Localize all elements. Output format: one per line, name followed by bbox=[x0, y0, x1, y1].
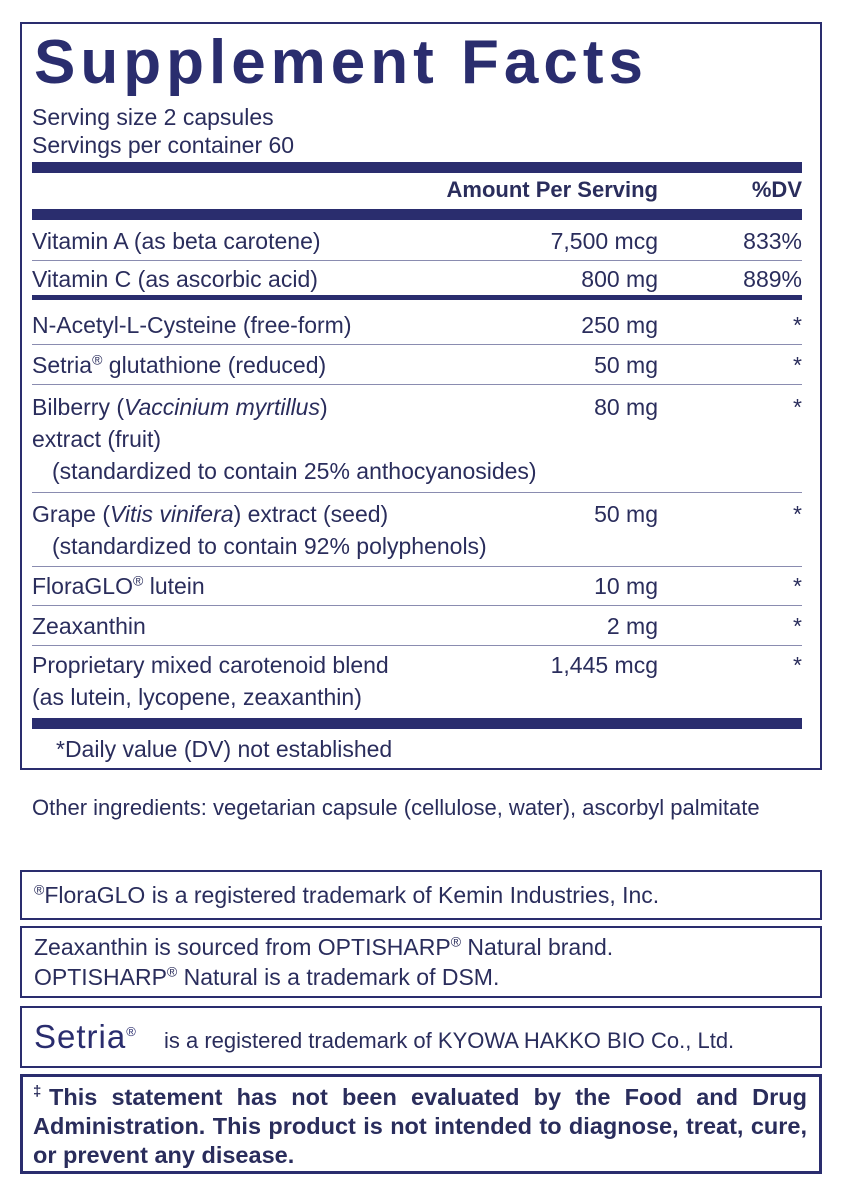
fda-disclaimer-body: This statement has not been evaluated by the Food and Drug Administration. This product is not intended to diagnose, treat, cure, or prevent any disease. bbox=[33, 1084, 807, 1168]
ingredient-dv: * bbox=[793, 573, 802, 599]
divider-thin bbox=[32, 645, 802, 646]
divider-medium bbox=[32, 295, 802, 300]
header-daily-value: %DV bbox=[751, 177, 802, 202]
ingredient-name bbox=[32, 501, 388, 528]
ingredient-name-part: lutein bbox=[143, 573, 205, 599]
divider-thin bbox=[32, 566, 802, 567]
trademark-box-zeaxanthin bbox=[20, 926, 822, 998]
ingredient-dv: * bbox=[793, 394, 802, 420]
supplement-facts-panel bbox=[20, 22, 822, 770]
ingredient-amount: 2 mg bbox=[606, 613, 658, 639]
serving-size: Serving size 2 capsules bbox=[32, 104, 274, 130]
ingredient-name-part: ) extract (seed) bbox=[233, 501, 389, 527]
ingredient-amount: 50 mg bbox=[594, 352, 658, 378]
trademark-text: is a registered trademark of KYOWA HAKKO BIO Co., Ltd. bbox=[164, 1028, 735, 1053]
ingredient-amount: 80 mg bbox=[594, 394, 658, 420]
trademark-text-part: Zeaxanthin is sourced from OPTISHARP bbox=[34, 934, 451, 960]
ingredient-name-part: ) bbox=[319, 394, 328, 420]
trademark-text-part: OPTISHARP bbox=[34, 964, 167, 990]
registered-mark: ® bbox=[132, 572, 144, 589]
ingredient-name-line2: (as lutein, lycopene, zeaxanthin) bbox=[32, 684, 362, 710]
ingredient-amount: 10 mg bbox=[594, 573, 658, 599]
setria-logo-text: Setria bbox=[34, 1018, 127, 1055]
trademark-box-setria bbox=[20, 1006, 822, 1068]
trademark-box-floraglo bbox=[20, 870, 822, 920]
ingredient-name: Vitamin C (as ascorbic acid) bbox=[32, 266, 318, 292]
ingredient-dv: * bbox=[793, 501, 802, 527]
ingredient-amount: 7,500 mcg bbox=[550, 228, 658, 254]
registered-mark: ® bbox=[166, 963, 178, 980]
divider-thin bbox=[32, 605, 802, 606]
fda-disclaimer-text bbox=[33, 1083, 807, 1170]
ingredient-amount: 250 mg bbox=[581, 312, 658, 338]
trademark-text bbox=[34, 882, 659, 909]
ingredient-dv: * bbox=[793, 613, 802, 639]
double-dagger-mark: ‡ bbox=[33, 1083, 49, 1101]
registered-mark: ® bbox=[450, 933, 462, 950]
divider-thin bbox=[32, 384, 802, 385]
ingredient-dv: * bbox=[793, 352, 802, 378]
ingredient-name bbox=[32, 573, 205, 600]
divider-thick bbox=[32, 209, 802, 220]
ingredient-name bbox=[32, 352, 326, 379]
ingredient-name-part: Grape ( bbox=[32, 501, 110, 527]
fda-disclaimer-box bbox=[20, 1074, 822, 1174]
ingredient-name: Vitamin A (as beta carotene) bbox=[32, 228, 321, 254]
botanical-name: Vitis vinifera bbox=[109, 501, 234, 527]
divider-thin bbox=[32, 344, 802, 345]
trademark-text-part: Natural brand. bbox=[461, 934, 614, 960]
servings-per-container: Servings per container 60 bbox=[32, 132, 295, 158]
registered-mark: ® bbox=[92, 351, 103, 368]
ingredient-dv: 833% bbox=[743, 228, 802, 254]
registered-mark: ® bbox=[126, 1024, 137, 1039]
ingredient-name-part: Setria bbox=[32, 352, 93, 378]
ingredient-name bbox=[32, 394, 328, 421]
botanical-name: Vaccinium myrtillus bbox=[124, 394, 320, 420]
trademark-text-part: Natural is a trademark of DSM. bbox=[177, 964, 500, 990]
other-ingredients: Other ingredients: vegetarian capsule (cellulose, water), ascorbyl palmitate bbox=[32, 795, 760, 820]
ingredient-name-part: Bilberry ( bbox=[32, 394, 125, 420]
trademark-text bbox=[34, 964, 499, 991]
ingredient-name: N-Acetyl-L-Cysteine (free-form) bbox=[32, 312, 352, 338]
ingredient-name: Proprietary mixed carotenoid blend bbox=[32, 652, 389, 678]
ingredient-dv: 889% bbox=[743, 266, 802, 292]
ingredient-name-part: glutathione (reduced) bbox=[102, 352, 327, 378]
trademark-text-part: FloraGLO is a registered trademark of Kemin Industries, Inc. bbox=[44, 882, 660, 908]
header-amount-per-serving: Amount Per Serving bbox=[446, 177, 658, 202]
ingredient-dv: * bbox=[793, 652, 802, 678]
ingredient-dv: * bbox=[793, 312, 802, 338]
ingredient-name-part: FloraGLO bbox=[32, 573, 133, 599]
ingredient-name-line2: extract (fruit) bbox=[32, 426, 162, 452]
divider-thick bbox=[32, 162, 802, 173]
ingredient-amount: 1,445 mcg bbox=[550, 652, 658, 678]
trademark-text bbox=[34, 934, 613, 961]
dv-footnote: *Daily value (DV) not established bbox=[56, 736, 393, 762]
ingredient-amount: 800 mg bbox=[581, 266, 658, 292]
ingredient-standardization: (standardized to contain 92% polyphenols) bbox=[52, 533, 487, 559]
setria-logo bbox=[34, 1020, 137, 1053]
facts-title: Supplement Facts bbox=[34, 28, 648, 97]
ingredient-name: Zeaxanthin bbox=[32, 613, 146, 639]
divider-thick bbox=[32, 718, 802, 729]
ingredient-amount: 50 mg bbox=[594, 501, 658, 527]
divider-thin bbox=[32, 260, 802, 261]
registered-mark: ® bbox=[34, 881, 45, 898]
divider-thin bbox=[32, 492, 802, 493]
ingredient-standardization: (standardized to contain 25% anthocyanosides) bbox=[52, 458, 537, 484]
